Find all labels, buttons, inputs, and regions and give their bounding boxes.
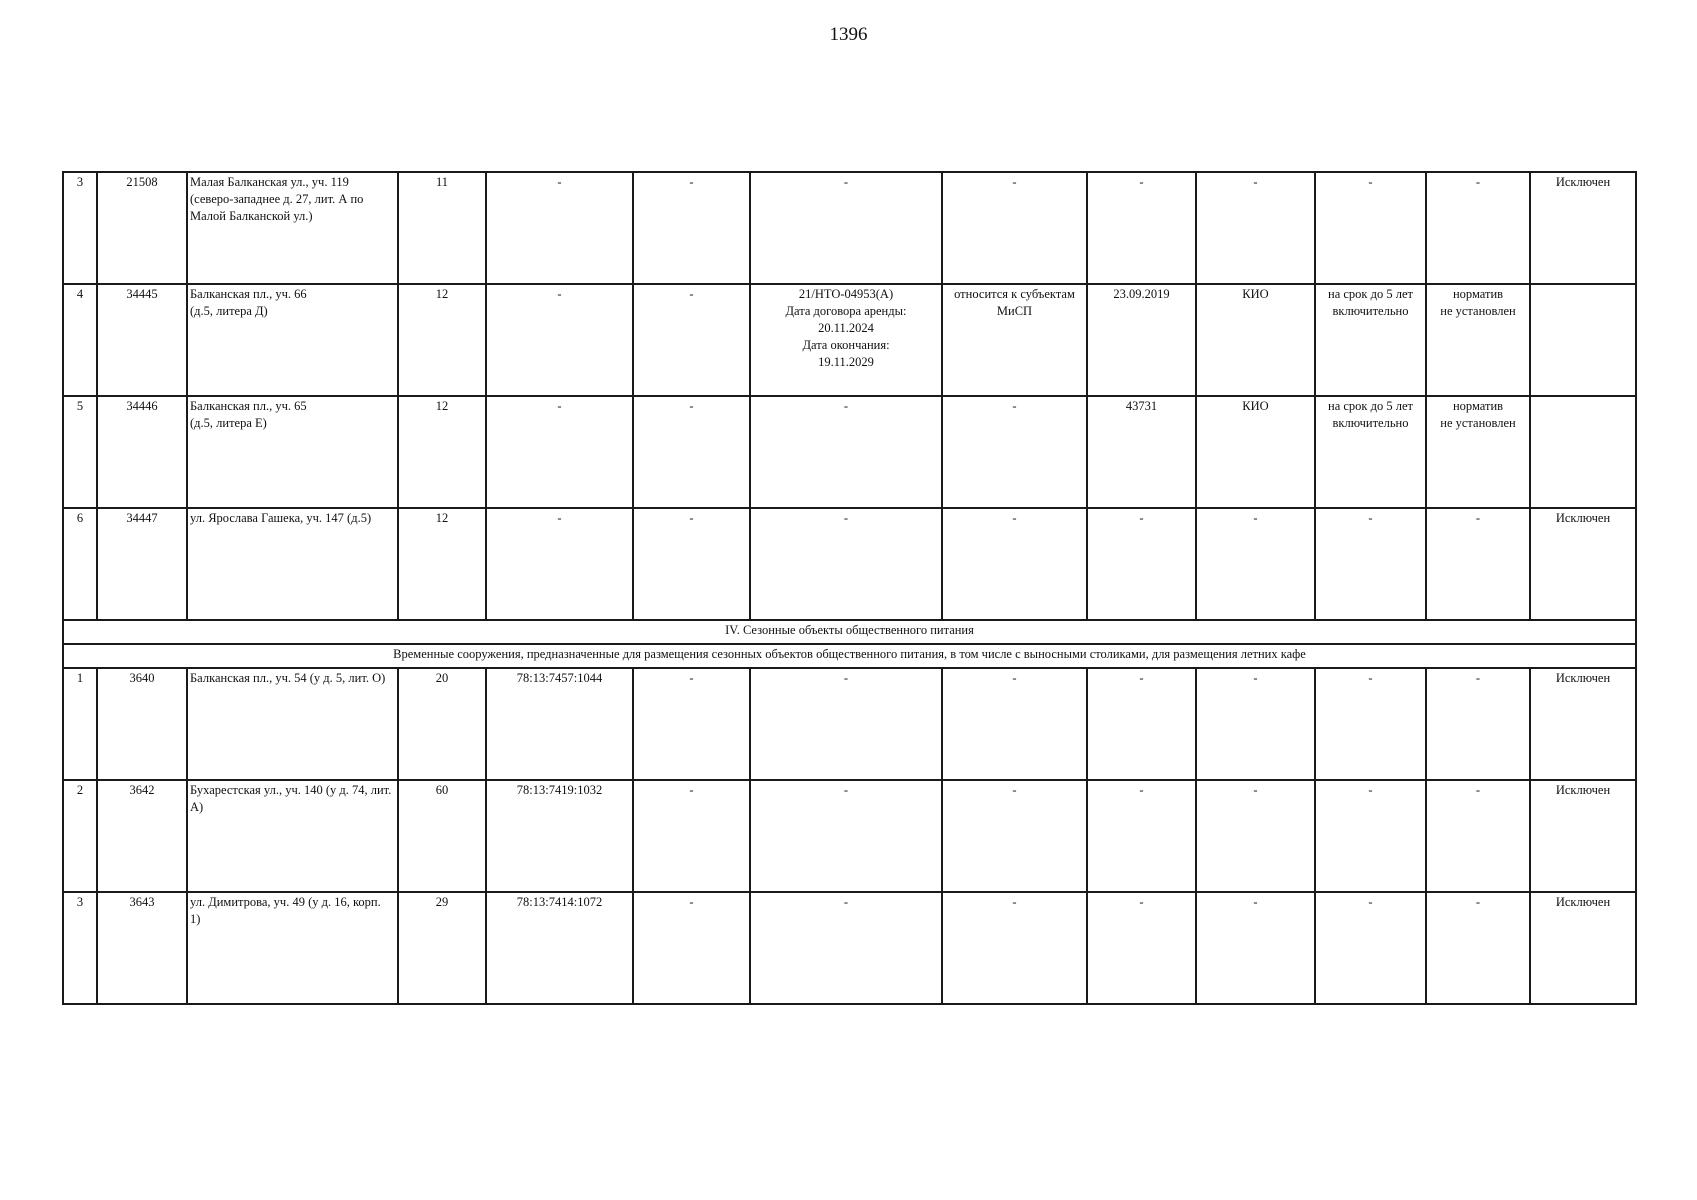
smb-status-cell: относится к субъектам МиСП bbox=[942, 284, 1087, 396]
cadastral-cell: - bbox=[486, 284, 633, 396]
contract-cell: - bbox=[750, 172, 942, 284]
date-cell: - bbox=[1087, 780, 1196, 892]
section-title: IV. Сезонные объекты общественного питания bbox=[63, 620, 1636, 644]
norm-cell: - bbox=[1426, 508, 1530, 620]
cadastral-cell: 78:13:7419:1032 bbox=[486, 780, 633, 892]
row-number-cell: 4 bbox=[63, 284, 97, 396]
authority-cell: - bbox=[1196, 172, 1315, 284]
status-cell: Исключен bbox=[1530, 172, 1636, 284]
address-cell: ул. Ярослава Гашека, уч. 147 (д.5) bbox=[187, 508, 398, 620]
norm-cell: норматив не установлен bbox=[1426, 396, 1530, 508]
table-row bbox=[63, 284, 1636, 396]
object-id-cell: 3643 bbox=[97, 892, 187, 1004]
contract-cell: - bbox=[750, 396, 942, 508]
table-cell: - bbox=[633, 668, 750, 780]
smb-status-cell: - bbox=[942, 396, 1087, 508]
row-number-cell: 3 bbox=[63, 892, 97, 1004]
row-number-cell: 3 bbox=[63, 172, 97, 284]
object-id-cell: 21508 bbox=[97, 172, 187, 284]
authority-cell: - bbox=[1196, 892, 1315, 1004]
area-cell: 12 bbox=[398, 508, 486, 620]
date-cell: - bbox=[1087, 508, 1196, 620]
area-cell: 12 bbox=[398, 396, 486, 508]
table-cell: - bbox=[633, 172, 750, 284]
authority-cell: - bbox=[1196, 508, 1315, 620]
term-cell: - bbox=[1315, 668, 1426, 780]
term-cell: на срок до 5 лет включительно bbox=[1315, 396, 1426, 508]
area-cell: 20 bbox=[398, 668, 486, 780]
object-id-cell: 3642 bbox=[97, 780, 187, 892]
contract-cell: - bbox=[750, 892, 942, 1004]
authority-cell: - bbox=[1196, 668, 1315, 780]
contract-cell: - bbox=[750, 780, 942, 892]
smb-status-cell: - bbox=[942, 172, 1087, 284]
cadastral-cell: - bbox=[486, 396, 633, 508]
date-cell: - bbox=[1087, 172, 1196, 284]
term-cell: - bbox=[1315, 508, 1426, 620]
page-number: 1396 bbox=[829, 24, 868, 45]
table-cell: - bbox=[633, 508, 750, 620]
area-cell: 29 bbox=[398, 892, 486, 1004]
contract-cell: 21/НТО-04953(А) Дата договора аренды: 20.11.2024 Дата окончания: 19.11.2029 bbox=[750, 284, 942, 396]
table-row bbox=[63, 892, 1636, 1004]
table-row bbox=[63, 396, 1636, 508]
address-cell: ул. Димитрова, уч. 49 (у д. 16, корп. 1) bbox=[187, 892, 398, 1004]
section-subtitle: Временные сооружения, предназначенные для размещения сезонных объектов общественного питания, в том числе с выносными столиками, для размещения летних кафе bbox=[63, 644, 1636, 668]
smb-status-cell: - bbox=[942, 508, 1087, 620]
date-cell: 23.09.2019 bbox=[1087, 284, 1196, 396]
cadastral-cell: - bbox=[486, 172, 633, 284]
section-title-row bbox=[63, 620, 1636, 644]
norm-cell: - bbox=[1426, 668, 1530, 780]
date-cell: 43731 bbox=[1087, 396, 1196, 508]
contract-cell: - bbox=[750, 508, 942, 620]
table-cell: - bbox=[633, 396, 750, 508]
contract-cell: - bbox=[750, 668, 942, 780]
table-row bbox=[63, 668, 1636, 780]
status-cell bbox=[1530, 284, 1636, 396]
table-cell: - bbox=[633, 892, 750, 1004]
status-cell bbox=[1530, 396, 1636, 508]
authority-cell: КИО bbox=[1196, 396, 1315, 508]
table-row bbox=[63, 780, 1636, 892]
object-id-cell: 34446 bbox=[97, 396, 187, 508]
norm-cell: - bbox=[1426, 892, 1530, 1004]
table-cell: - bbox=[633, 780, 750, 892]
term-cell: - bbox=[1315, 172, 1426, 284]
address-cell: Бухарестская ул., уч. 140 (у д. 74, лит. А) bbox=[187, 780, 398, 892]
cadastral-cell: 78:13:7457:1044 bbox=[486, 668, 633, 780]
object-id-cell: 34445 bbox=[97, 284, 187, 396]
area-cell: 60 bbox=[398, 780, 486, 892]
smb-status-cell: - bbox=[942, 668, 1087, 780]
authority-cell: КИО bbox=[1196, 284, 1315, 396]
object-id-cell: 34447 bbox=[97, 508, 187, 620]
status-cell: Исключен bbox=[1530, 780, 1636, 892]
term-cell: - bbox=[1315, 892, 1426, 1004]
row-number-cell: 1 bbox=[63, 668, 97, 780]
registry-table bbox=[62, 171, 1637, 1005]
smb-status-cell: - bbox=[942, 892, 1087, 1004]
date-cell: - bbox=[1087, 668, 1196, 780]
norm-cell: - bbox=[1426, 780, 1530, 892]
authority-cell: - bbox=[1196, 780, 1315, 892]
address-cell: Балканская пл., уч. 54 (у д. 5, лит. О) bbox=[187, 668, 398, 780]
table-row bbox=[63, 508, 1636, 620]
status-cell: Исключен bbox=[1530, 892, 1636, 1004]
area-cell: 11 bbox=[398, 172, 486, 284]
address-cell: Балканская пл., уч. 65 (д.5, литера Е) bbox=[187, 396, 398, 508]
address-cell: Балканская пл., уч. 66 (д.5, литера Д) bbox=[187, 284, 398, 396]
smb-status-cell: - bbox=[942, 780, 1087, 892]
norm-cell: норматив не установлен bbox=[1426, 284, 1530, 396]
term-cell: - bbox=[1315, 780, 1426, 892]
object-id-cell: 3640 bbox=[97, 668, 187, 780]
section-subtitle-row bbox=[63, 644, 1636, 668]
row-number-cell: 6 bbox=[63, 508, 97, 620]
term-cell: на срок до 5 лет включительно bbox=[1315, 284, 1426, 396]
cadastral-cell: 78:13:7414:1072 bbox=[486, 892, 633, 1004]
table-row bbox=[63, 172, 1636, 284]
table-cell: - bbox=[633, 284, 750, 396]
area-cell: 12 bbox=[398, 284, 486, 396]
row-number-cell: 2 bbox=[63, 780, 97, 892]
norm-cell: - bbox=[1426, 172, 1530, 284]
row-number-cell: 5 bbox=[63, 396, 97, 508]
date-cell: - bbox=[1087, 892, 1196, 1004]
status-cell: Исключен bbox=[1530, 508, 1636, 620]
cadastral-cell: - bbox=[486, 508, 633, 620]
status-cell: Исключен bbox=[1530, 668, 1636, 780]
address-cell: Малая Балканская ул., уч. 119 (северо-западнее д. 27, лит. А по Малой Балканской ул.) bbox=[187, 172, 398, 284]
